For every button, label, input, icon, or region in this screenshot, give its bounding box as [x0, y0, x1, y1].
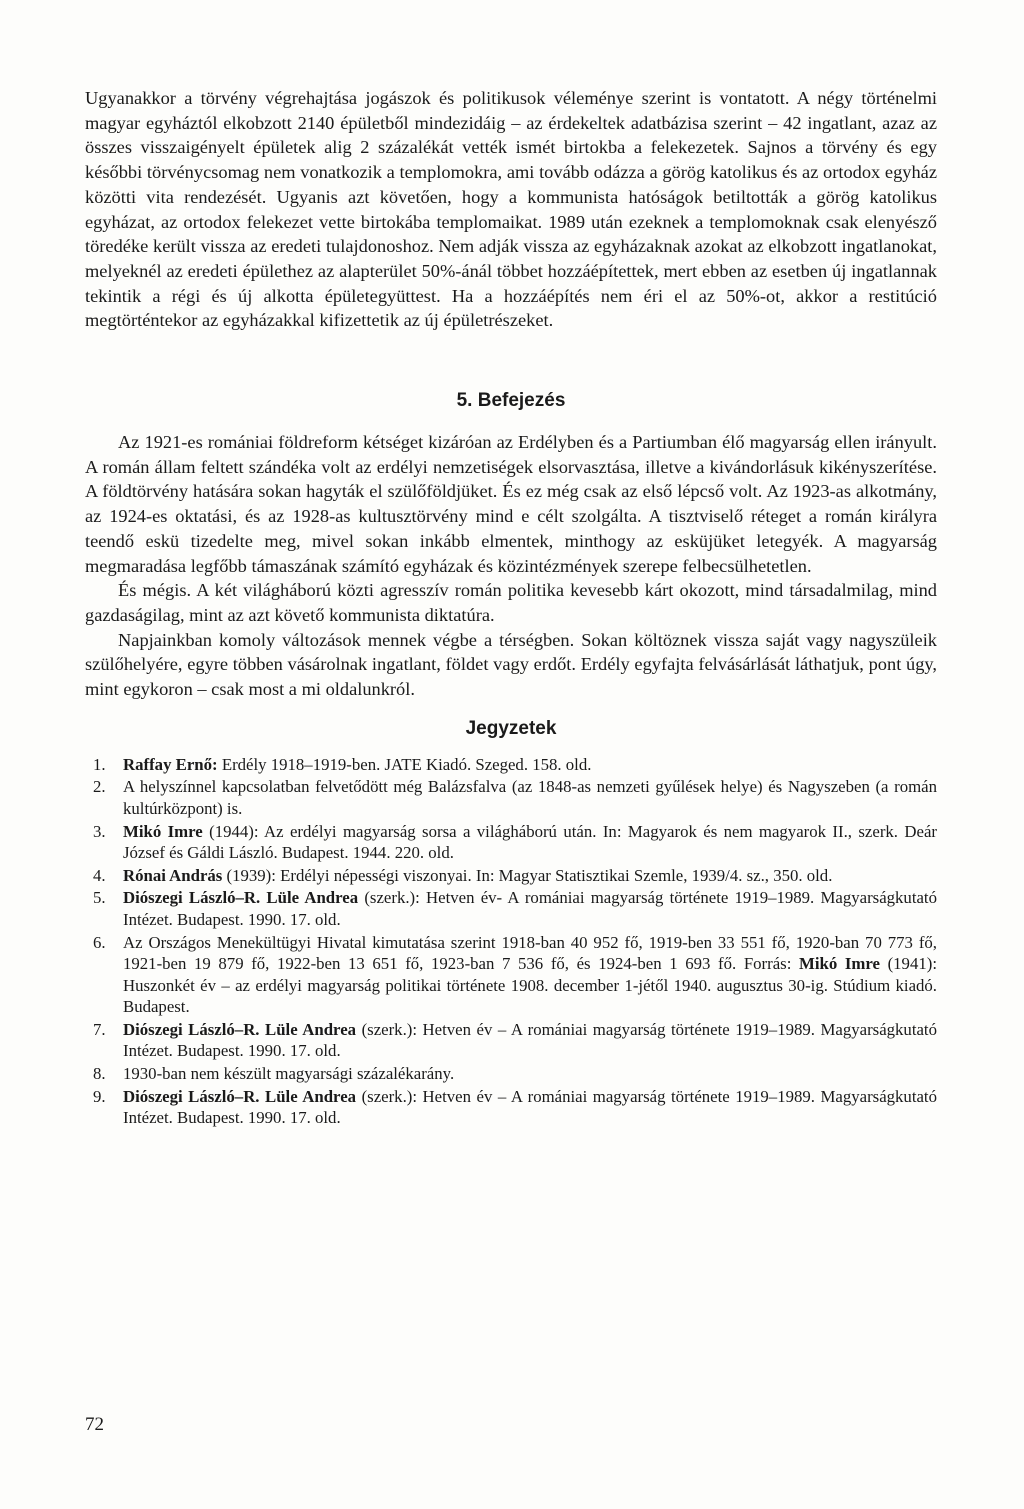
note-item [85, 1019, 937, 1062]
note-item [85, 776, 937, 819]
note-item [85, 865, 937, 887]
note-item [85, 932, 937, 1018]
note-number: 4. [93, 865, 106, 885]
note-text: Az Országos Menekültügyi Hivatal kimutatása szerint 1918-ban 40 952 fő, 1919-ben 33 551 fő, 1920-ban 70 773 fő, 1921-ben 19 879 fő, 1922-ben 13 651 fő, 1923-ban 7 536 fő, és 1924-ben 1 693 fő. Forrás: [123, 932, 937, 974]
note-text: (szerk.): Hetven év – A romániai magyarság története 1919–1989. Magyarságkutató Intézet. Budapest. 1990. 17. old. [123, 1019, 937, 1061]
note-author: Diószegi László–R. Lüle Andrea [123, 888, 359, 908]
note-author: Diószegi László–R. Lüle Andrea [123, 1019, 357, 1039]
conclusion-paragraph: Napjainkban komoly változások mennek végbe a térségben. Sokan költöznek vissza saját vagy nagyszüleik szülőhelyére, egyre többen vásárolnak ingatlant, földet vagy erdőt. Erdély egyfajta felvásárlását láthatjuk, pont úgy, mint egykoron – csak most a mi oldalunkról. [85, 629, 937, 700]
note-text: Erdély 1918–1919-ben. JATE Kiadó. Szeged. 158. old. [217, 754, 592, 774]
notes-list [85, 754, 937, 1129]
intro-paragraph: Ugyanakkor a törvény végrehajtása jogászok és politikusok véleménye szerint is vontatott. A négy történelmi magyar egyháztól elkobzott 2140 épületből mindezidáig – az érdekeltek adatbázisa szerint – 42 ingatlant, azaz az összes visszaigényelt épületek alig 2 százalékát vették ismét birtokba a felekezetek. Sajnos a törvény és egy későbbi törvénycsomag nem vonatkozik a templomokra, ami tovább odázza a görög katolikus és az ortodox egyház közötti vita rendezését. Ugyanis azt követően, hogy a kommunista hatóságok betiltották a görög katolikus egyházat, az ortodox felekezet vette birtokába templomaikat. 1989 után ezeknek a templomoknak csak elenyésző töredéke került vissza az eredeti tulajdonoshoz. Nem adják vissza az egyházaknak azokat az elkobzott ingatlanokat, melyeknél az eredeti épülethez az alapterület 50%-ánál többet hozzáépítettek, mert ebben az esetben új ingatlannak tekintik a régi és új alkotta épületegyüttest. Ha a hozzáépítés nem éri el az 50%-ot, akkor a restitúció megtörténtekor az egyházakkal kifizettetik az új épületrészeket. [85, 88, 937, 331]
note-item [85, 1086, 937, 1129]
note-text: (1939): Erdélyi népességi viszonyai. In: Magyar Statisztikai Szemle, 1939/4. sz., 350. old. [222, 865, 833, 885]
note-text: (1944): Az erdélyi magyarság sorsa a világháború után. In: Magyarok és nem magyarok II., szerk. Deár József és Gáldi László. Budapest. 1944. 220. old. [123, 821, 937, 863]
note-item [85, 821, 937, 864]
note-number: 3. [93, 821, 106, 841]
note-author: Mikó Imre [799, 954, 880, 974]
conclusion-paragraph: És mégis. A két világháború közti agresszív román politika kevesebb kárt okozott, mind társadalmilag, mind gazdaságilag, mint az azt követő kommunista diktatúra. [85, 580, 937, 625]
note-text: A helyszínnel kapcsolatban felvetődött még Balázsfalva (az 1848-as nemzeti gyűlések helye) és Nagyszeben (a román kultúrközpont) is. [123, 777, 937, 818]
note-author: Raffay Ernő: [123, 754, 218, 774]
note-text: (szerk.): Hetven év- A romániai magyarság története 1919–1989. Magyarságkutató Intézet. Budapest. 1990. 17. old. [123, 888, 937, 929]
note-item [85, 754, 937, 776]
note-number: 7. [93, 1019, 106, 1039]
note-number: 2. [93, 777, 106, 797]
note-author: Rónai András [123, 865, 223, 885]
note-text: 1930-ban nem készült magyarsági százalékarány. [123, 1064, 455, 1084]
section-title: 5. Befejezés [456, 390, 566, 412]
page-number: 72 [85, 1414, 104, 1435]
note-number: 6. [93, 932, 106, 952]
note-number: 1. [93, 754, 106, 774]
note-text: (szerk.): Hetven év – A romániai magyarság története 1919–1989. Magyarságkutató Intézet. Budapest. 1990. 17. old. [123, 1086, 937, 1128]
notes-title: Jegyzetek [465, 717, 557, 739]
page-content [85, 86, 937, 1130]
note-author: Diószegi László–R. Lüle Andrea [123, 1086, 357, 1106]
conclusion-paragraph: Az 1921-es romániai földreform kétséget kizáróan az Erdélyben és a Partiumban élő magyarság ellen irányult. A román állam feltett szándéka volt az erdélyi nemzetiségek elsorvasztása, illetve a kivándorlásuk kikényszerítése. A földtörvény hatására sokan hagyták el szülőföldjüket. És ez még csak az első lépcső volt. Az 1923-as alkotmány, az 1924-es oktatási, és az 1928-as kultusztörvény mind e célt szolgálta. A tisztviselő réteget a román királyra teendő eskü tizedelte meg, mivel sokan inkább elmentek, minthogy az esküjüket letegyék. A magyarság megmaradása legfőbb támaszának számító egyházak és közintézmények szerepe felbecsülhetetlen. [85, 432, 937, 576]
note-item [85, 1063, 937, 1085]
note-number: 9. [93, 1086, 106, 1106]
note-number: 8. [93, 1064, 106, 1084]
note-item [85, 887, 937, 930]
note-author: Mikó Imre [123, 821, 203, 841]
note-text: (1941): Huszonkét év – az erdélyi magyarság politikai története 1908. december 1-jétől 1940. augusztus 30-ig. Stúdium kiadó. Budapest. [123, 954, 937, 1017]
note-number: 5. [93, 888, 106, 908]
